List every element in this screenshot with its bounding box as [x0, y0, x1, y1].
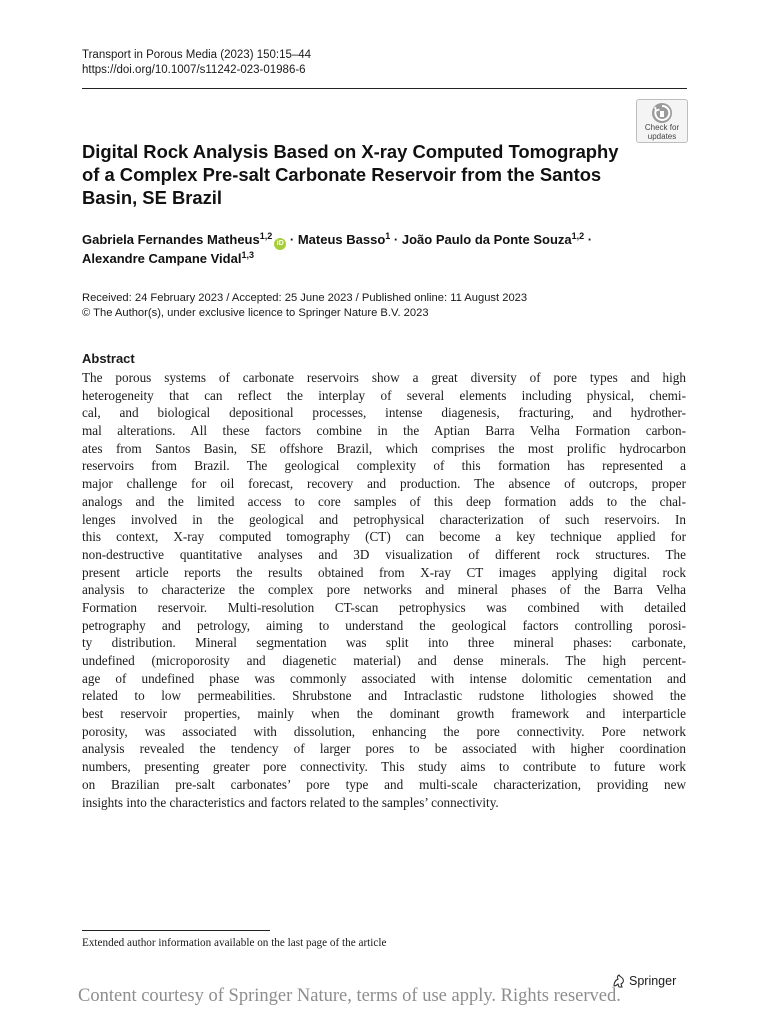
- title-line: of a Complex Pre-salt Carbonate Reservoir from the Santos: [82, 164, 602, 185]
- springer-logo: [612, 974, 676, 988]
- abstract-line: heterogeneity that can reflect the interplay of several elements including physical, chemi-: [82, 387, 686, 403]
- author-separator: ·: [587, 232, 593, 247]
- copyright-line: © The Author(s), under exclusive licence to Springer Nature B.V. 2023: [82, 307, 429, 319]
- abstract-line: best reservoir properties, mainly when the dominant growth framework and interparticle: [82, 706, 686, 722]
- author-name[interactable]: Gabriela Fernandes Matheus: [82, 232, 260, 247]
- check-updates-icon: [651, 102, 673, 124]
- author-separator: ·: [289, 232, 295, 247]
- abstract-line: age of undefined phase was commonly associated with intense dolomitic cementation and: [82, 670, 686, 686]
- author-affiliation: 1: [385, 231, 391, 241]
- abstract-line: numbers, presenting greater pore connectivity. This study aims to contribute to future work: [82, 759, 686, 775]
- publisher-name: Springer: [629, 974, 677, 988]
- footnote-rule: [82, 930, 270, 931]
- check-for-updates-badge[interactable]: [636, 99, 688, 143]
- abstract-line: on Brazilian pre-salt carbonates’ pore type and multi-scale characterization, providing new: [82, 776, 686, 792]
- abstract-line: present article reports the results obtained from X-ray CT images applying digital rock: [82, 564, 686, 580]
- abstract-line: lenges involved in the geological and petrophysical characterization of such reservoirs. In: [82, 511, 686, 527]
- abstract-line: analysis revealed the tendency of larger pores to be associated with higher coordination: [82, 741, 686, 757]
- abstract-line: analysis to characterize the complex pore networks and mineral phases of the Barra Velha: [82, 582, 686, 598]
- journal-citation: Transport in Porous Media (2023) 150:15–44: [82, 49, 312, 61]
- author-name[interactable]: Mateus Basso: [297, 232, 386, 247]
- abstract-line: undefined (microporosity and diagenetic material) and dense minerals. The high percent-: [82, 653, 686, 668]
- doi-link[interactable]: https://doi.org/10.1007/s11242-023-01986-6: [82, 64, 306, 76]
- publication-dates: [82, 291, 527, 321]
- author-affiliation: 1,3: [241, 250, 254, 260]
- author-list: [82, 231, 592, 268]
- abstract-line: related to low permeabilities. Shrubstone and Intraclastic rudstone lithologies showed the: [82, 688, 686, 704]
- badge-label-2: updates: [647, 131, 677, 141]
- abstract-body: [82, 369, 686, 811]
- abstract-line: reservoirs from Brazil. The geological complexity of this formation has represented a: [82, 458, 686, 474]
- author-affiliation: 1,2: [571, 231, 585, 241]
- courtesy-watermark: Content courtesy of Springer Nature, terms of use apply. Rights reserved.: [78, 986, 621, 1006]
- dates-line: Received: 24 February 2023 / Accepted: 25 June 2023 / Published online: 11 August 2023: [82, 292, 528, 304]
- author-name[interactable]: João Paulo da Ponte Souza: [401, 232, 572, 247]
- footnote: Extended author information available on the last page of the article: [82, 937, 387, 949]
- abstract-line: ty distribution. Mineral segmentation was split into three mineral phases: carbonate,: [82, 635, 686, 651]
- author-name[interactable]: Alexandre Campane Vidal: [82, 251, 242, 266]
- abstract-line: non-destructive quantitative analyses and 3D visualization of different rock structures. The: [82, 546, 686, 562]
- abstract-heading: Abstract: [82, 351, 135, 366]
- abstract-line: major challenge for oil forecast, recovery and production. The absence of outcrops, proper: [82, 476, 686, 492]
- abstract-line: cal, and biological depositional processes, intense diagenesis, fracturing, and hydrother-: [82, 405, 686, 421]
- paper-title: [82, 140, 642, 209]
- orcid-icon[interactable]: iD: [274, 238, 286, 250]
- abstract-line: The porous systems of carbonate reservoirs show a great diversity of pore types and high: [82, 370, 686, 385]
- badge-label-1: Check for: [644, 123, 680, 132]
- abstract-line: mal alterations. All these factors combine in the Aptian Barra Velha Formation carbon-: [82, 423, 686, 439]
- author-separator: ·: [393, 232, 399, 247]
- author-affiliation: 1,2: [259, 231, 273, 241]
- abstract-line: this context, X-ray computed tomography (CT) can become a key technique applied for: [82, 529, 686, 545]
- journal-header: [82, 48, 311, 78]
- abstract-line: analogs and the limited access to core samples of this deep formation adds to the chal-: [82, 493, 686, 509]
- header-rule: [82, 88, 687, 89]
- abstract-line: Formation reservoir. Multi-resolution CT-scan petrophysics was combined with detailed: [82, 599, 686, 615]
- abstract-line: insights into the characteristics and factors related to the samples’ connectivity.: [82, 794, 499, 810]
- title-line: Basin, SE Brazil: [82, 187, 223, 208]
- abstract-line: porosity, was associated with dissolution, enhancing the pore connectivity. Pore network: [82, 723, 686, 739]
- abstract-line: petrography and petrology, aiming to understand the geological factors controlling porosi-: [82, 617, 686, 633]
- title-line: Digital Rock Analysis Based on X-ray Computed Tomography: [82, 141, 619, 162]
- abstract-line: ates from Santos Basin, SE offshore Brazil, which comprises the most prolific hydrocarbon: [82, 440, 686, 456]
